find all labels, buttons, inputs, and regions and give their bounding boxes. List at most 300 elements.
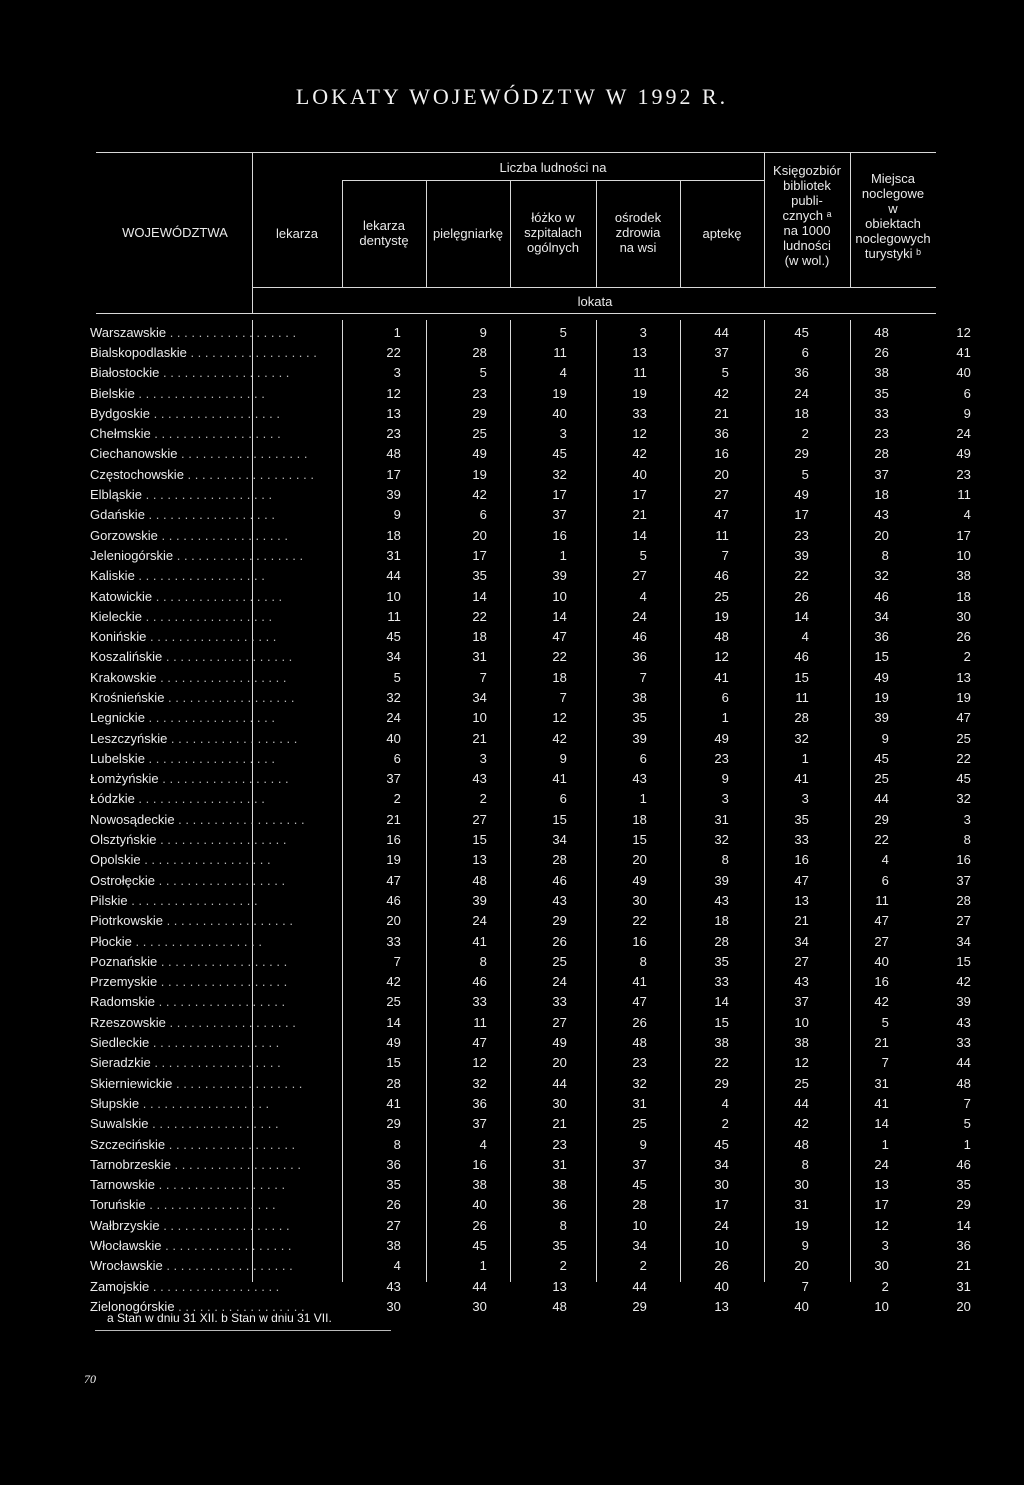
rank-cell: 10 (956, 547, 971, 563)
rank-cell: 6 (963, 385, 971, 401)
rank-cell: 10 (386, 588, 401, 604)
rank-cell: 11 (633, 365, 647, 381)
rank-cell: 18 (874, 487, 889, 503)
rank-cell: 41 (956, 344, 971, 360)
rank-cell: 8 (559, 1217, 567, 1233)
region-name (90, 322, 317, 342)
region-name (90, 829, 317, 849)
rank-cell: 16 (874, 974, 889, 990)
rank-cell: 17 (714, 1197, 729, 1213)
rank-cell: 33 (714, 974, 729, 990)
region-name (90, 890, 317, 910)
rank-cell: 25 (714, 588, 729, 604)
table-row (90, 423, 971, 443)
rank-cell: 16 (472, 1156, 487, 1172)
rank-cell: 26 (552, 933, 567, 949)
leader-dots: . . . . . . . . . . . . . . . . . . (144, 710, 275, 726)
rank-cell: 1 (963, 1136, 971, 1152)
rank-cell: 45 (714, 1136, 729, 1152)
region-name (90, 1235, 317, 1255)
rank-cell: 28 (714, 933, 729, 949)
rank-cell: 31 (472, 649, 487, 665)
rank-cell: 28 (874, 446, 889, 462)
leader-dots: . . . . . . . . . . . . . . . . . . (161, 1238, 292, 1253)
rank-cell: 11 (795, 689, 809, 705)
region-label: Sieradzkie (90, 1055, 151, 1071)
rank-cell: 10 (472, 710, 487, 726)
rank-cell: 39 (552, 568, 567, 584)
rank-cell: 35 (552, 1238, 567, 1253)
rank-cell: 35 (386, 1177, 401, 1193)
rank-cell: 6 (639, 750, 647, 766)
table-row (90, 931, 971, 951)
header-line: ośrodek (614, 210, 662, 225)
rank-cell: 6 (801, 344, 809, 360)
rank-cell: 13 (874, 1177, 889, 1193)
header-apteka: aptekę (702, 226, 742, 241)
rank-cell: 47 (794, 872, 809, 888)
leader-dots: . . . . . . . . . . . . . . . . . . (186, 344, 317, 360)
rank-cell: 9 (479, 324, 487, 340)
rank-cell: 14 (632, 527, 647, 543)
region-label: Lubelskie (90, 750, 145, 766)
rank-cell: 40 (552, 405, 567, 421)
leader-dots: . . . . . . . . . . . . . . . . . . (155, 994, 286, 1010)
rank-cell: 25 (632, 1116, 647, 1132)
rank-cell: 29 (874, 811, 889, 827)
rank-cell: 42 (386, 974, 401, 990)
rank-cell: 43 (874, 507, 889, 523)
rank-cell: 10 (874, 1298, 889, 1314)
rank-cell: 46 (874, 588, 889, 604)
rank-cell: 11 (553, 344, 567, 360)
rank-cell: 9 (963, 405, 971, 421)
rank-cell: 4 (639, 588, 647, 604)
rank-cell: 7 (479, 669, 487, 685)
rank-cell: 44 (472, 1278, 487, 1294)
rank-cell: 3 (639, 324, 647, 340)
rank-cell: 19 (956, 689, 971, 705)
leader-dots: . . . . . . . . . . . . . . . . . . (149, 1035, 280, 1051)
region-label: Chełmskie (90, 426, 151, 442)
rank-cell: 18 (552, 669, 567, 685)
header-line: lekarza (363, 218, 405, 233)
page-number: 70 (84, 1372, 96, 1386)
rank-cell: 12 (874, 1217, 889, 1233)
rank-cell: 36 (632, 649, 647, 665)
rank-cell: 20 (552, 1055, 567, 1071)
leader-dots: . . . . . . . . . . . . . . . . . . (157, 953, 288, 969)
region-label: Poznańskie (90, 953, 158, 969)
region-name (90, 708, 317, 728)
rank-cell: 5 (721, 365, 729, 381)
rank-cell: 26 (714, 1258, 729, 1274)
rank-cell: 4 (559, 365, 567, 381)
table-row (90, 850, 971, 870)
rank-cell: 8 (639, 953, 647, 969)
region-name (90, 464, 317, 484)
rank-cell: 7 (393, 953, 401, 969)
rank-cell: 13 (386, 405, 401, 421)
header-line: publi- (791, 193, 823, 208)
rank-cell: 13 (956, 669, 971, 685)
header-line: na wsi (619, 240, 657, 255)
region-name (90, 850, 317, 870)
region-name (90, 444, 317, 464)
rank-cell: 37 (632, 1156, 647, 1172)
rank-cell: 12 (794, 1055, 809, 1071)
region-label: Płockie (90, 933, 132, 949)
region-name (90, 667, 317, 687)
rank-cell: 9 (393, 507, 401, 523)
header-line: obiektach (865, 216, 921, 231)
header-line: zdrowia (615, 225, 661, 240)
leader-dots: . . . . . . . . . . . . . . . . . . (162, 1258, 293, 1274)
rank-cell: 24 (632, 608, 647, 624)
table-row (90, 1073, 971, 1093)
rank-cell: 40 (472, 1197, 487, 1213)
leader-dots: . . . . . . . . . . . . . . . . . . (127, 892, 258, 908)
rank-cell: 27 (714, 487, 729, 503)
rank-cell: 16 (714, 446, 729, 462)
rank-cell: 23 (956, 466, 971, 482)
rank-cell: 31 (552, 1156, 567, 1172)
region-label: Piotrkowskie (90, 913, 163, 929)
rank-cell: 32 (632, 1075, 647, 1091)
rank-cell: 43 (956, 1014, 971, 1030)
rank-cell: 32 (714, 832, 729, 848)
rank-cell: 48 (386, 446, 401, 462)
rank-cell: 4 (393, 1258, 401, 1274)
rank-cell: 35 (794, 811, 809, 827)
data-table-body (90, 322, 971, 1317)
rank-cell: 13 (472, 852, 487, 868)
rank-cell: 30 (956, 608, 971, 624)
rank-cell: 20 (794, 1258, 809, 1274)
table-row (90, 1032, 971, 1052)
rank-cell: 49 (472, 446, 487, 462)
rank-cell: 3 (801, 791, 809, 807)
rank-cell: 44 (386, 568, 401, 584)
rank-cell: 23 (714, 750, 729, 766)
table-row (90, 1114, 971, 1134)
region-name (90, 789, 317, 809)
rank-cell: 47 (472, 1035, 487, 1051)
rank-cell: 48 (714, 629, 729, 645)
region-label: Słupskie (90, 1095, 140, 1111)
rank-cell: 21 (472, 730, 487, 746)
header-line: noclegowych (855, 231, 931, 246)
region-label: Bialskopodlaskie (90, 344, 187, 360)
rank-cell: 47 (874, 913, 889, 929)
rank-cell: 3 (559, 426, 567, 442)
rank-cell: 8 (881, 547, 889, 563)
header-osrodek (596, 210, 680, 255)
rank-cell: 38 (874, 365, 889, 381)
header-line: (w wol.) (784, 253, 830, 268)
rank-cell: 26 (472, 1217, 487, 1233)
rank-cell: 20 (714, 466, 729, 482)
rank-cell: 38 (472, 1177, 487, 1193)
rank-cell: 20 (472, 527, 487, 543)
rank-cell: 46 (632, 629, 647, 645)
region-name (90, 728, 317, 748)
rank-cell: 47 (386, 872, 401, 888)
rank-cell: 30 (552, 1095, 567, 1111)
rank-cell: 19 (632, 385, 647, 401)
rank-cell: 41 (794, 771, 809, 787)
rank-cell: 27 (552, 1014, 567, 1030)
rank-cell: 16 (386, 832, 401, 848)
rank-cell: 32 (472, 1075, 487, 1091)
rank-cell: 48 (472, 872, 487, 888)
table-row (90, 769, 971, 789)
rank-cell: 22 (956, 750, 971, 766)
region-label: Częstochowskie (90, 466, 184, 482)
region-name (90, 566, 317, 586)
rank-cell: 34 (714, 1156, 729, 1172)
rank-cell: 23 (794, 527, 809, 543)
rank-cell: 10 (632, 1217, 647, 1233)
rank-cell: 2 (881, 1278, 889, 1294)
region-label: Bydgoskie (90, 405, 150, 421)
rank-cell: 18 (472, 629, 487, 645)
rank-cell: 33 (794, 832, 809, 848)
rank-cell: 32 (386, 689, 401, 705)
rank-cell: 19 (386, 852, 401, 868)
rank-cell: 22 (552, 649, 567, 665)
region-name (90, 1276, 317, 1296)
table-row (90, 708, 971, 728)
region-label: Łódzkie (90, 791, 135, 807)
rank-cell: 18 (794, 405, 809, 421)
rank-cell: 27 (794, 953, 809, 969)
rank-cell: 41 (714, 669, 729, 685)
rank-cell: 1 (801, 750, 809, 766)
region-name (90, 1174, 317, 1194)
rank-cell: 26 (794, 588, 809, 604)
rank-cell: 1 (479, 1258, 487, 1274)
region-name (90, 484, 317, 504)
header-line: bibliotek (783, 178, 831, 193)
rank-cell: 32 (956, 791, 971, 807)
rank-cell: 22 (794, 568, 809, 584)
rank-cell: 39 (386, 487, 401, 503)
region-label: Ciechanowskie (90, 446, 178, 462)
table-row (90, 383, 971, 403)
rank-cell: 44 (714, 324, 729, 340)
leader-dots: . . . . . . . . . . . . . . . . . . (159, 1217, 290, 1233)
rank-cell: 46 (472, 974, 487, 990)
table-row (90, 363, 971, 383)
region-name (90, 1134, 317, 1154)
rank-cell: 7 (881, 1055, 889, 1071)
table-row (90, 1154, 971, 1174)
table-row (90, 687, 971, 707)
rank-cell: 29 (794, 446, 809, 462)
rank-cell: 21 (714, 405, 729, 421)
rank-cell: 40 (874, 953, 889, 969)
leader-dots: . . . . . . . . . . . . . . . . . . (144, 507, 275, 523)
rank-cell: 31 (386, 547, 401, 563)
table-row (90, 951, 971, 971)
rank-cell: 30 (874, 1258, 889, 1274)
rank-cell: 42 (874, 994, 889, 1010)
leader-dots: . . . . . . . . . . . . . . . . . . (166, 324, 297, 340)
leader-dots: . . . . . . . . . . . . . . . . . . (157, 527, 288, 543)
rank-cell: 43 (632, 771, 647, 787)
region-label: Wrocławskie (90, 1258, 163, 1274)
region-label: Olsztyńskie (90, 832, 157, 848)
rank-cell: 36 (956, 1238, 971, 1253)
region-label: Koszalińskie (90, 649, 163, 665)
rank-cell: 12 (632, 426, 647, 442)
rank-cell: 46 (714, 568, 729, 584)
rank-cell: 13 (552, 1278, 567, 1294)
rank-cell: 29 (632, 1298, 647, 1314)
region-label: Łomżyńskie (90, 771, 159, 787)
region-label: Gdańskie (90, 507, 145, 523)
rank-cell: 12 (714, 649, 729, 665)
table-row (90, 972, 971, 992)
table-row (90, 606, 971, 626)
region-label: Legnickie (90, 710, 145, 726)
rank-cell: 28 (956, 892, 971, 908)
rank-cell: 43 (472, 771, 487, 787)
rank-cell: 35 (472, 568, 487, 584)
header-line: noclegowe (861, 186, 925, 201)
rank-cell: 23 (632, 1055, 647, 1071)
rank-cell: 10 (714, 1238, 729, 1253)
rank-cell: 25 (874, 771, 889, 787)
rank-cell: 48 (632, 1035, 647, 1051)
header-line: ogólnych (526, 240, 580, 255)
rank-cell: 5 (881, 1014, 889, 1030)
rank-cell: 20 (874, 527, 889, 543)
region-name (90, 1114, 317, 1134)
table-row (90, 1276, 971, 1296)
rank-cell: 4 (881, 852, 889, 868)
table-row (90, 748, 971, 768)
rank-cell: 49 (714, 730, 729, 746)
rank-cell: 19 (552, 385, 567, 401)
rank-cell: 24 (874, 1156, 889, 1172)
rank-cell: 8 (801, 1156, 809, 1172)
table-row (90, 809, 971, 829)
table-row (90, 1053, 971, 1073)
rank-cell: 49 (552, 1035, 567, 1051)
rank-cell: 40 (956, 365, 971, 381)
region-name (90, 1093, 317, 1113)
region-name (90, 1215, 317, 1235)
rank-cell: 35 (956, 1177, 971, 1193)
rank-cell: 22 (472, 608, 487, 624)
rank-cell: 21 (874, 1035, 889, 1051)
rank-cell: 40 (386, 730, 401, 746)
rank-cell: 34 (794, 933, 809, 949)
rank-cell: 10 (794, 1014, 809, 1030)
leader-dots: . . . . . . . . . . . . . . . . . . (173, 547, 304, 563)
leader-dots: . . . . . . . . . . . . . . . . . . (159, 365, 290, 381)
rank-cell: 38 (956, 568, 971, 584)
table-row (90, 1174, 971, 1194)
rank-cell: 19 (714, 608, 729, 624)
header-bottom-rule (96, 313, 936, 314)
rank-cell: 5 (479, 365, 487, 381)
rank-cell: 44 (956, 1055, 971, 1071)
rank-cell: 44 (632, 1278, 647, 1294)
rank-cell: 4 (479, 1136, 487, 1152)
rank-cell: 25 (472, 426, 487, 442)
rank-cell: 37 (472, 1116, 487, 1132)
rank-cell: 1 (559, 547, 567, 563)
rank-cell: 40 (632, 466, 647, 482)
rank-cell: 30 (386, 1298, 401, 1314)
region-name (90, 1032, 317, 1052)
rank-cell: 3 (963, 811, 971, 827)
region-name (90, 647, 317, 667)
region-label: Zamojskie (90, 1278, 150, 1294)
rank-cell: 42 (552, 730, 567, 746)
region-label: Siedleckie (90, 1035, 150, 1051)
rank-cell: 4 (801, 629, 809, 645)
rank-cell: 23 (552, 1136, 567, 1152)
region-label: Białostockie (90, 365, 160, 381)
rank-cell: 37 (386, 771, 401, 787)
region-name (90, 403, 317, 423)
rank-cell: 33 (956, 1035, 971, 1051)
rank-cell: 2 (393, 791, 401, 807)
rank-cell: 15 (874, 649, 889, 665)
rank-cell: 25 (794, 1075, 809, 1091)
rank-cell: 39 (714, 872, 729, 888)
leader-dots: . . . . . . . . . . . . . . . . . . (162, 649, 293, 665)
rank-cell: 11 (387, 608, 401, 624)
rank-cell: 33 (632, 405, 647, 421)
rank-cell: 12 (386, 385, 401, 401)
rank-cell: 17 (386, 466, 401, 482)
table-row (90, 1215, 971, 1235)
header-group-rule (342, 180, 764, 181)
rank-cell: 34 (874, 608, 889, 624)
rank-cell: 14 (874, 1116, 889, 1132)
rank-cell: 2 (559, 1258, 567, 1274)
rank-cell: 34 (552, 832, 567, 848)
leader-dots: . . . . . . . . . . . . . . . . . . (150, 426, 281, 442)
rank-cell: 24 (386, 710, 401, 726)
leader-dots: . . . . . . . . . . . . . . . . . . (156, 669, 287, 685)
leader-dots: . . . . . . . . . . . . . . . . . . (174, 1298, 305, 1314)
rank-cell: 49 (956, 446, 971, 462)
rank-cell: 46 (386, 892, 401, 908)
rank-cell: 37 (956, 872, 971, 888)
region-label: Opolskie (90, 852, 141, 868)
rank-cell: 48 (794, 1136, 809, 1152)
region-label: Toruńskie (90, 1197, 146, 1213)
rank-cell: 21 (632, 507, 647, 523)
header-line: turystyki ᵇ (864, 246, 922, 261)
rank-cell: 31 (632, 1095, 647, 1111)
rank-cell: 46 (956, 1156, 971, 1172)
rank-cell: 42 (632, 446, 647, 462)
rank-cell: 23 (386, 426, 401, 442)
region-name (90, 687, 317, 707)
rank-cell: 14 (386, 1014, 401, 1030)
leader-dots: . . . . . . . . . . . . . . . . . . (155, 1177, 286, 1193)
rank-cell: 28 (472, 344, 487, 360)
header-lokata: lokata (577, 294, 613, 309)
rank-cell: 23 (472, 385, 487, 401)
